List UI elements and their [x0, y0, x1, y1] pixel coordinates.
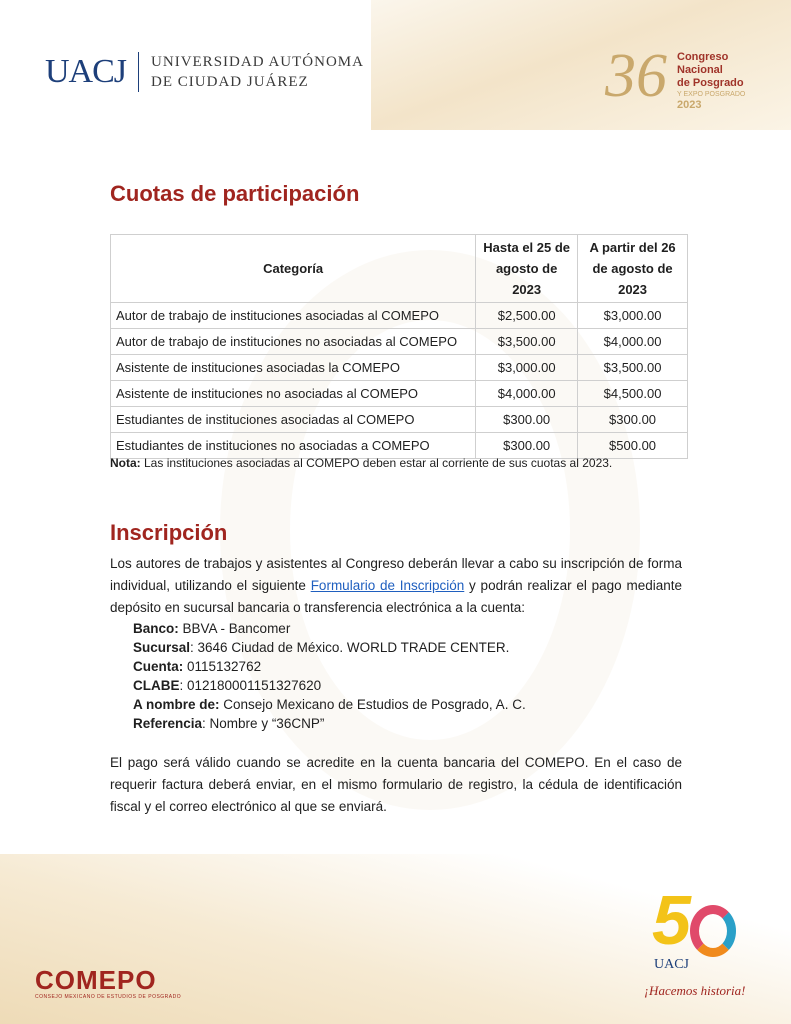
fees-note — [110, 456, 612, 470]
table-row — [111, 407, 688, 433]
table-row — [111, 303, 688, 329]
bank-label: Sucursal — [133, 640, 191, 655]
row-late-fee: $4,500.00 — [578, 381, 688, 407]
note-text: Las instituciones asociadas al COMEPO deben estar al corriente de sus cuotas al 2023. — [140, 456, 613, 470]
bank-line-account — [133, 657, 526, 676]
bank-value: : Nombre y “36CNP” — [202, 716, 325, 731]
bank-label: Cuenta: — [133, 659, 184, 674]
row-late-fee: $300.00 — [578, 407, 688, 433]
bank-value: : 012180001151327620 — [179, 678, 322, 693]
row-late-fee: $3,000.00 — [578, 303, 688, 329]
uacj-name — [151, 52, 364, 92]
fees-heading: Cuotas de participación — [110, 181, 360, 206]
row-early-fee: $2,500.00 — [476, 303, 578, 329]
comepo-logo — [35, 966, 181, 1000]
table-row — [111, 381, 688, 407]
bank-line-branch — [133, 638, 526, 657]
row-early-fee: $3,500.00 — [476, 329, 578, 355]
congress-sub: Y EXPO POSGRADO — [677, 91, 746, 98]
payment-closing-paragraph: El pago será válido cuando se acredite en la cuenta bancaria del COMEPO. En el caso de requerir factura deberá enviar, en el mismo formulario de registro, la cédula de identificación fiscal y el correo electrónico al que se enviará. — [110, 755, 682, 814]
congress-title — [677, 51, 744, 90]
comepo-subtitle: CONSEJO MEXICANO DE ESTUDIOS DE POSGRADO — [35, 994, 182, 1000]
table-row — [111, 433, 688, 459]
bank-label: CLABE — [133, 678, 180, 693]
logo-divider — [138, 52, 139, 92]
bank-value: 0115132762 — [183, 659, 262, 674]
row-category: Estudiantes de instituciones asociadas al COMEPO — [111, 407, 476, 433]
table-row — [111, 329, 688, 355]
col-header-late: A partir del 26 de agosto de 2023 — [578, 235, 688, 303]
registration-intro — [110, 553, 682, 619]
congress-line1: Congreso — [677, 51, 729, 63]
congress-line3: de Posgrado — [677, 77, 744, 89]
note-label: Nota: — [110, 456, 141, 470]
row-late-fee: $4,000.00 — [578, 329, 688, 355]
uacj-mark: UACJ — [45, 53, 127, 90]
anniversary-ring-icon — [690, 905, 736, 957]
row-category: Asistente de instituciones asociadas la COMEPO — [111, 355, 476, 381]
intro-text-before: Los autores de trabajos y asistentes al Congreso deberán llevar a cabo su inscripción de forma individual, utilizando el siguiente — [110, 556, 682, 593]
congress-logo — [605, 42, 775, 115]
intro-text-after: y podrán realizar el pago mediante depósito en sucursal bancaria o transferencia electrónica a la cuenta: — [110, 578, 682, 615]
registration-heading: Inscripción — [110, 520, 228, 545]
row-early-fee: $300.00 — [476, 433, 578, 459]
row-category: Estudiantes de instituciones no asociadas a COMEPO — [111, 433, 476, 459]
table-row — [111, 355, 688, 381]
registration-form-link[interactable]: Formulario de Inscripción — [310, 578, 465, 593]
row-early-fee: $300.00 — [476, 407, 578, 433]
bank-value: BBVA - Bancomer — [178, 621, 291, 636]
slogan: ¡Hacemos historia! — [644, 983, 746, 998]
bank-label: Referencia — [133, 716, 203, 731]
bank-label: A nombre de: — [133, 697, 220, 712]
congress-year: 2023 — [677, 99, 702, 111]
fees-header-row — [111, 235, 688, 303]
row-category: Asistente de instituciones no asociadas al COMEPO — [111, 381, 476, 407]
uacj-logo — [45, 52, 364, 92]
bank-details — [133, 619, 526, 733]
bank-line-bank — [133, 619, 526, 638]
col-header-early: Hasta el 25 de agosto de 2023 — [476, 235, 578, 303]
comepo-wordmark: COMEPO — [35, 965, 157, 995]
bank-value: : 3646 Ciudad de México. WORLD TRADE CENTER. — [190, 640, 510, 655]
congress-number: 36 — [605, 42, 667, 110]
row-late-fee: $500.00 — [578, 433, 688, 459]
uacj-name-line1: UNIVERSIDAD AUTÓNOMA — [151, 54, 364, 70]
anniversary-number: 5 — [652, 881, 691, 959]
bank-label: Banco: — [133, 621, 179, 636]
row-late-fee: $3,500.00 — [578, 355, 688, 381]
fees-table — [110, 234, 688, 459]
col-header-category: Categoría — [111, 235, 476, 303]
anniversary-logo — [640, 881, 750, 1005]
row-category: Autor de trabajo de instituciones no asociadas al COMEPO — [111, 329, 476, 355]
congress-line2: Nacional — [677, 64, 723, 76]
bank-line-clabe — [133, 676, 526, 695]
bank-line-holder — [133, 695, 526, 714]
anniversary-uacj: UACJ — [654, 957, 690, 972]
row-early-fee: $4,000.00 — [476, 381, 578, 407]
row-category: Autor de trabajo de instituciones asociadas al COMEPO — [111, 303, 476, 329]
bank-line-reference — [133, 714, 526, 733]
bank-value: Consejo Mexicano de Estudios de Posgrado, A. C. — [219, 697, 526, 712]
uacj-name-line2: DE CIUDAD JUÁREZ — [151, 74, 309, 90]
row-early-fee: $3,000.00 — [476, 355, 578, 381]
